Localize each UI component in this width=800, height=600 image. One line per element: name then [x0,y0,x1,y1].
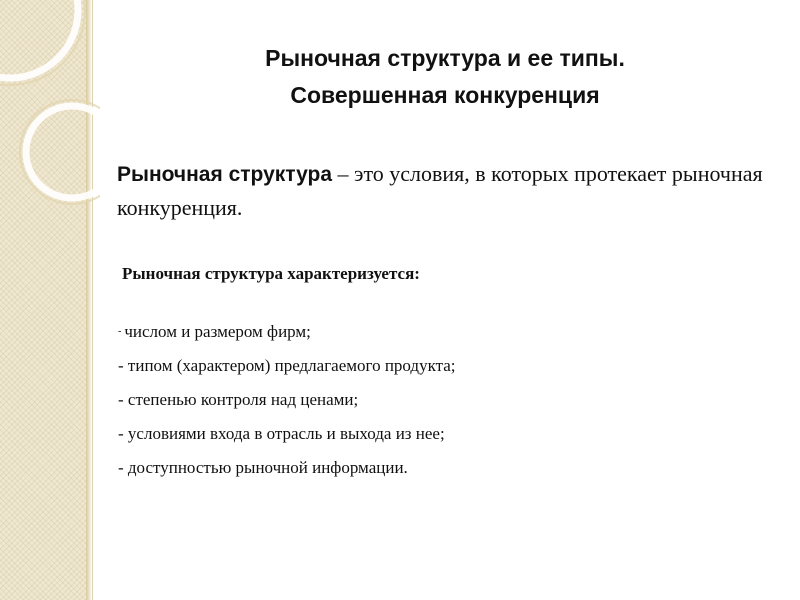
characteristics-heading: Рыночная структура характеризуется: [122,264,420,283]
definition-paragraph [117,157,782,224]
list-item: - степенью контроля над ценами; [118,390,359,409]
ring-small-shadow [20,100,100,204]
ring-large [0,0,78,78]
list-item-text: числом и размером фирм; [124,322,311,341]
criteria-list [118,318,456,488]
slide-title [150,40,740,114]
definition-term: Рыночная структура [117,163,332,186]
slide-title-line-2: Совершенная конкуренция [290,82,600,108]
list-item: - условиями входа в отрасль и выхода из нее; [118,424,445,443]
decorative-rings [0,0,100,600]
list-item: - типом (характером) предлагаемого продукта; [118,356,456,375]
definition-text: – это условия, в которых протекает рыночная конкуренция. [117,161,763,220]
slide-title-line-1: Рыночная структура и ее типы. [265,45,625,71]
list-item [118,318,456,352]
ring-small [26,106,100,198]
list-item: - доступностью рыночной информации. [118,458,408,477]
list-dash: - [118,326,122,337]
